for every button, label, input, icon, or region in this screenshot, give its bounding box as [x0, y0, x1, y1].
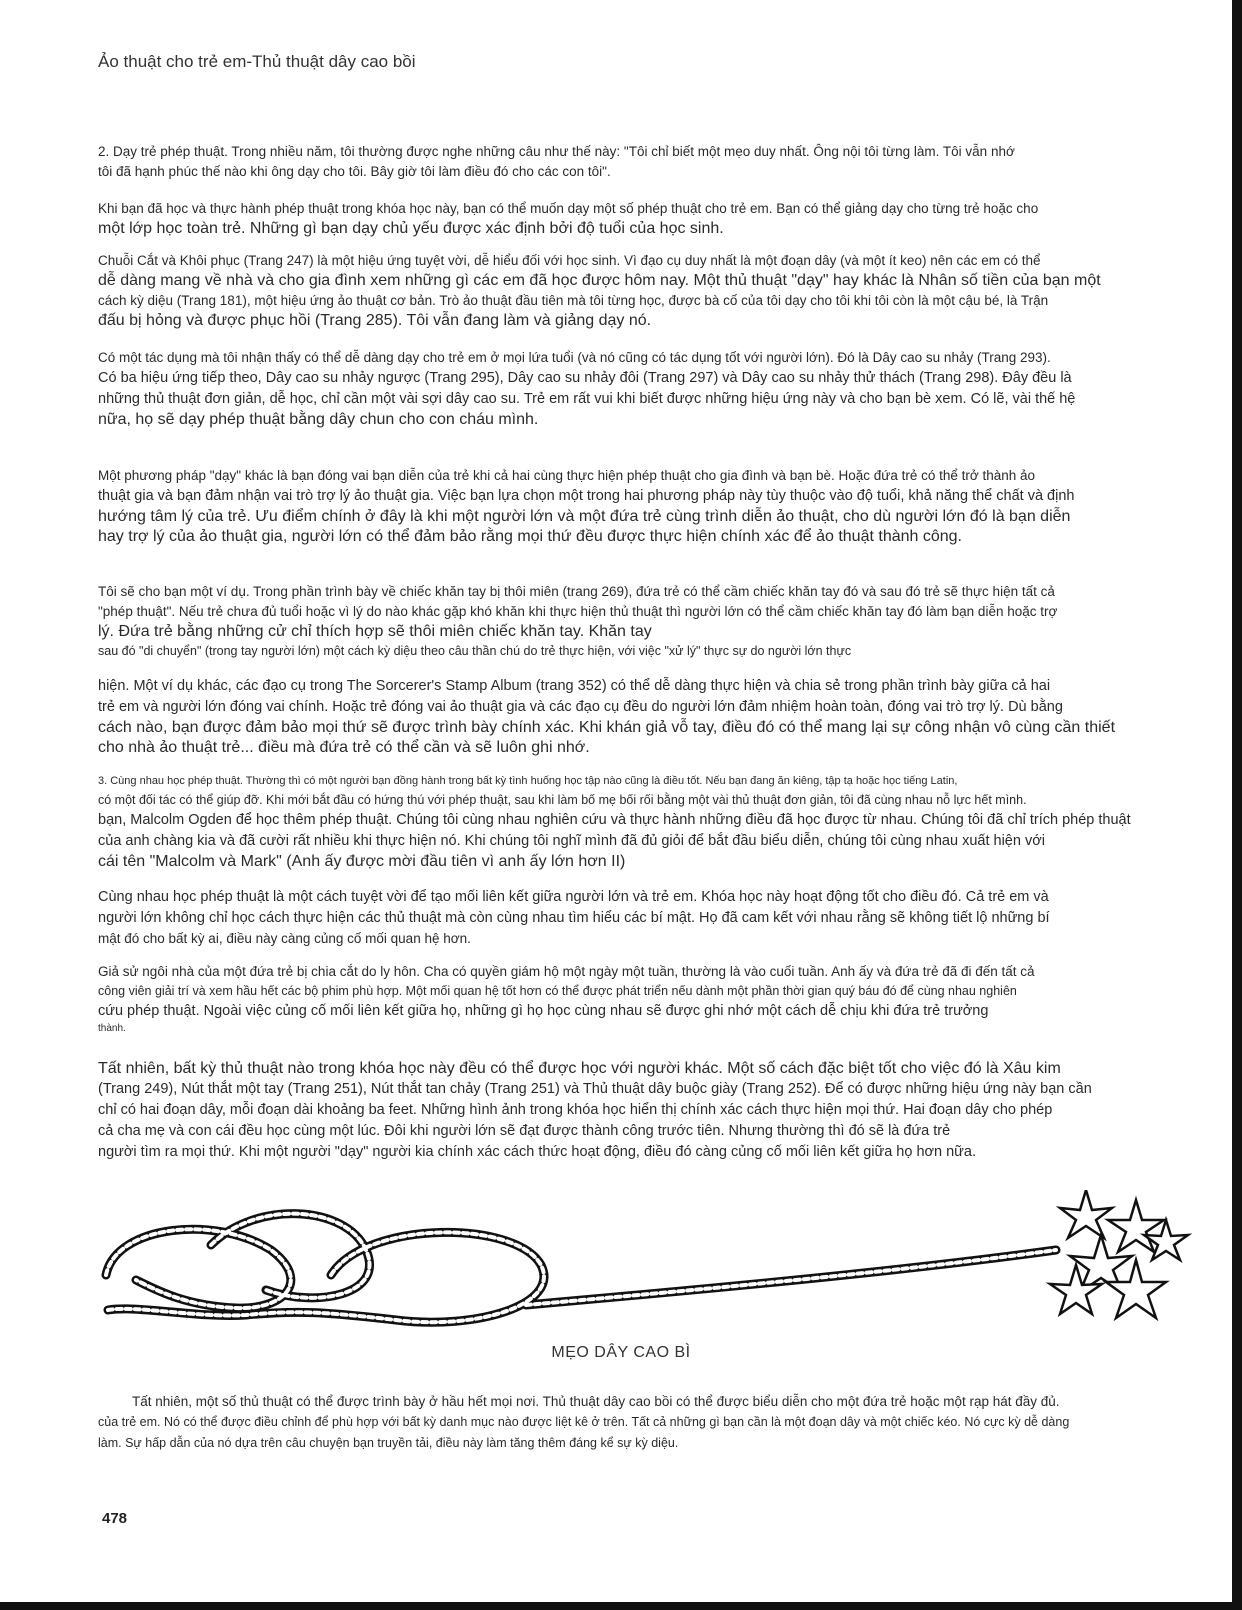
- text-line: lý. Đứa trẻ bằng những cử chỉ thích hợp sẽ thôi miên chiếc khăn tay. Khăn tay: [98, 623, 652, 640]
- text-line: cả cha mẹ và con cái đều học cùng một lúc. Đôi khi người lớn sẽ đạt được thành công trước tiên. Nhưng thường thì đó sẽ là đứa trẻ: [98, 1123, 951, 1139]
- rope-stars-drawing: [96, 1190, 1196, 1340]
- text-line: một lớp học toàn trẻ. Những gì bạn dạy chủ yếu được xác định bởi độ tuổi của học sinh.: [98, 220, 724, 237]
- text-line: (Trang 249), Nút thắt một tay (Trang 251), Nút thắt tan chảy (Trang 251) và Thủ thuật dây buộc giày (Trang 252). Để có được những hiệu ứng này bạn cần: [98, 1081, 1092, 1097]
- paragraph-bond: [98, 887, 1180, 949]
- rope-loop-right: [108, 1232, 544, 1322]
- paragraph-class-teaching: [98, 199, 1180, 239]
- paragraph-handkerchief-example: [98, 582, 1180, 661]
- text-line: Một phương pháp "dạy" khác là bạn đóng vai bạn diễn của trẻ khi cả hai cùng thực hiện phép thuật cho gia đình và bạn bè. Hoặc đứa trẻ có thể trở thành ảo: [98, 468, 1036, 483]
- text-line: Có một tác dụng mà tôi nhận thấy có thể dễ dàng dạy cho trẻ em ở mọi lứa tuổi (và nó cũng có tác dụng tốt với người lớn). Đó là Dây cao su nhảy (Trang 293).: [98, 350, 1051, 365]
- section-title: MẸO DÂY CAO BÌ: [551, 1344, 691, 1361]
- paragraph-stamp-album: [98, 676, 1180, 758]
- text-line: bạn, Malcolm Ogden để học thêm phép thuật. Chúng tôi cùng nhau nghiên cứu và thực hành những điều đã học được từ nhau. Chúng tôi đã chỉ trích phép thuật: [98, 812, 1131, 828]
- text-line: đấu bị hỏng và được phục hồi (Trang 285). Tôi vẫn đang làm và giảng dạy nó.: [98, 312, 652, 329]
- paragraph-divorce-example: [98, 962, 1180, 1036]
- text-line: làm. Sự hấp dẫn của nó dựa trên câu chuyện bạn truyền tải, điều này làm tăng thêm đáng kể sự kỳ diệu.: [98, 1436, 679, 1450]
- text-line: tôi đã hạnh phúc thế nào khi ông dạy cho tôi. Bây giờ tôi làm điều đó cho các con tôi".: [98, 164, 611, 179]
- rope-illustration: [96, 1190, 1196, 1340]
- text-line: "phép thuật". Nếu trẻ chưa đủ tuổi hoặc vì lý do nào khác gặp khó khăn khi thực hiện thủ thuật thì người lớn có thể cầm chiếc khăn tay đó làm bạn diễn hoặc trợ: [98, 604, 1058, 619]
- text-line: của trẻ em. Nó có thể được điều chỉnh để phù hợp với bất kỳ danh mục nào được liệt kê ở trên. Tất cả những gì bạn cần là một đoạn dây và một chiếc kéo. Nó cực kỳ dễ dàng: [98, 1415, 1070, 1429]
- text-line: sau đó "di chuyển" (trong tay người lớn) một cách kỳ diệu theo câu thần chú do trẻ thực hiện, với việc "xử lý" thực sự do người lớn thực: [98, 644, 852, 658]
- paragraph-rubber-band: [98, 348, 1180, 430]
- text-line: Tất nhiên, bất kỳ thủ thuật nào trong khóa học này đều có thể được học với người khác. Một số cách đặc biệt tốt cho việc đó là Xâu kim: [98, 1060, 1061, 1077]
- text-line: hay trợ lý của ảo thuật gia, người lớn có thể đảm bảo rằng mọi thứ đều được thực hiện chính xác để ảo thuật thành công.: [98, 528, 962, 545]
- text-line: thành.: [98, 1023, 126, 1034]
- text-line: chỉ có hai đoạn dây, mỗi đoạn dài khoảng ba feet. Những hình ảnh trong khóa học hiển thị chính xác cách thực hiện mọi thứ. Hai đoạn dây cho phép: [98, 1102, 1053, 1118]
- running-header: Ảo thuật cho trẻ em-Thủ thuật dây cao bồi: [98, 52, 416, 71]
- text-line: nữa, họ sẽ dạy phép thuật bằng dây chun cho con cháu mình.: [98, 411, 539, 428]
- text-line: những thủ thuật đơn giản, dễ học, chỉ cần một vài sợi dây cao su. Trẻ em rất vui khi biết được những hiệu ứng này và cho bạn bè xem. Có lẽ, vài thế hệ: [98, 391, 1076, 407]
- text-line: công viên giải trí và xem hầu hết các bộ phim phù hợp. Một mối quan hệ tốt hơn có thể được phát triển nếu dành một phần thời gian quý báu đó để cùng nhau nghiên: [98, 984, 1017, 998]
- text-line: 2. Dạy trẻ phép thuật. Trong nhiều năm, tôi thường được nghe những câu như thế này: "Tôi chỉ biết một mẹo duy nhất. Ông nội tôi từng làm. Tôi vẫn nhớ: [98, 144, 1015, 159]
- text-line: người tìm ra mọi thứ. Khi một người "dạy" người kia chính xác cách thức hoạt động, điều đó càng củng cố mối liên kết giữa họ hơn nữa.: [98, 1144, 976, 1160]
- text-line: cách kỳ diệu (Trang 181), một hiệu ứng ảo thuật cơ bản. Trò ảo thuật đầu tiên mà tôi từng học, được bà cố của tôi dạy cho tôi khi tôi còn là một cậu bé, là Trận: [98, 293, 1049, 308]
- text-line: Tất nhiên, một số thủ thuật có thể được trình bày ở hầu hết mọi nơi. Thủ thuật dây cao bồi có thể được biểu diễn cho một đứa trẻ hoặc một rạp hát đầy đủ.: [132, 1394, 1060, 1409]
- text-line: Có ba hiệu ứng tiếp theo, Dây cao su nhảy ngược (Trang 295), Dây cao su nhảy đôi (Trang 297) và Dây cao su nhảy thử thách (Trang 298). Đây đều là: [98, 370, 1072, 386]
- paragraph-learning-together: [98, 772, 1180, 872]
- text-line: Tôi sẽ cho bạn một ví dụ. Trong phần trình bày về chiếc khăn tay bị thôi miên (trang 269), đứa trẻ có thể cầm chiếc khăn tay đó và sau đó trẻ sẽ thực hiện tất cả: [98, 584, 1055, 599]
- paragraph-learn-with-others: [98, 1058, 1180, 1163]
- text-line: Chuỗi Cắt và Khôi phục (Trang 247) là một hiệu ứng tuyệt vời, dễ hiểu đối với học sinh. Vì đạo cụ duy nhất là một đoạn dây (và một ít keo) nên các em có thể: [98, 253, 1041, 268]
- text-line: Khi bạn đã học và thực hành phép thuật trong khóa học này, bạn có thể muốn dạy một số phép thuật cho trẻ em. Bạn có thể giảng dạy cho từng trẻ hoặc cho: [98, 201, 1039, 216]
- paragraph-partner-method: [98, 466, 1180, 547]
- text-line: cho nhà ảo thuật trẻ... điều mà đứa trẻ có thể cần và sẽ luôn ghi nhớ.: [98, 739, 590, 756]
- page-edge-right: [1232, 0, 1242, 1610]
- text-line: cái tên "Malcolm và Mark" (Anh ấy được mời đầu tiên vì anh ấy lớn hơn II): [98, 853, 626, 870]
- paragraph-teaching-intro: [98, 142, 1180, 182]
- text-line: hướng tâm lý của trẻ. Ưu điểm chính ở đây là khi một người lớn và một đứa trẻ cùng trình diễn ảo thuật, cho dù người lớn đó là bạn diễn: [98, 508, 1071, 525]
- paragraph-string-effects: [98, 251, 1180, 331]
- text-line: thuật gia và bạn đảm nhận vai trò trợ lý ảo thuật gia. Việc bạn lựa chọn một trong hai phương pháp này tùy thuộc vào độ tuổi, khả năng thể chất và định: [98, 488, 1075, 504]
- page-number: 478: [102, 1510, 128, 1527]
- text-line: mật đó cho bất kỳ ai, điều này càng củng cố mối quan hệ hơn.: [98, 931, 471, 946]
- text-line: của anh chàng kia và đã cười rất nhiều khi thực hiện nó. Khi chúng tôi nghĩ mình đã đủ giỏi để bắt đầu biểu diễn, chúng tôi cùng nhau xuất hiện với: [98, 833, 1045, 849]
- text-line: trẻ em và người lớn đóng vai chính. Hoặc trẻ đóng vai ảo thuật gia và các đạo cụ đều do người lớn đảm nhiệm hoàn toàn, đóng vai trò trợ lý. Dù bằng: [98, 699, 1063, 715]
- text-line: có một đối tác có thể giúp đỡ. Khi mới bắt đầu có hứng thú với phép thuật, sau khi làm bố mẹ bối rối bằng một vài thủ thuật đơn giản, tôi đã cùng nhau nỗ lực hết mình.: [98, 793, 1027, 807]
- text-line: Giả sử ngôi nhà của một đứa trẻ bị chia cắt do ly hôn. Cha có quyền giám hộ một ngày một tuần, thường là vào cuối tuần. Anh ấy và đứa trẻ đã đi đến tất cả: [98, 964, 1035, 979]
- star-icon: [1060, 1190, 1112, 1238]
- text-line: người lớn không chỉ học cách thực hiện các thủ thuật mà còn cùng nhau tìm hiểu các bí mật. Họ đã cam kết với nhau rằng sẽ không tiết lộ những bí: [98, 910, 1050, 926]
- text-line: 3. Cùng nhau học phép thuật. Thường thì có một người bạn đồng hành trong bất kỳ tình huống học tập nào cũng là điều tốt. Nếu bạn đang ăn kiêng, tập tạ hoặc học tiếng Latin,: [98, 775, 958, 787]
- text-line: cứu phép thuật. Ngoài việc củng cố mối liên kết giữa họ, những gì họ học cùng nhau sẽ được ghi nhớ một cách dễ chịu khi đứa trẻ trưởng: [98, 1003, 989, 1019]
- page-edge-bottom: [0, 1602, 1242, 1610]
- text-line: Cùng nhau học phép thuật là một cách tuyệt vời để tạo mối liên kết giữa người lớn và trẻ em. Khóa học này hoạt động tốt cho điều đó. Cả trẻ em và: [98, 889, 1049, 905]
- text-line: dễ dàng mang về nhà và cho gia đình xem những gì các em đã học được hôm nay. Một thủ thuật "dạy" hay khác là Nhân số tiền của bạn một: [98, 272, 1101, 289]
- paragraph-cowboy-rope: [98, 1392, 1180, 1454]
- text-line: cách nào, bạn được đảm bảo mọi thứ sẽ được trình bày chính xác. Khi khán giả vỗ tay, điều đó có thể mang lại sự công nhận vô cùng cần thiết: [98, 719, 1116, 736]
- text-line: hiện. Một ví dụ khác, các đạo cụ trong The Sorcerer's Stamp Album (trang 352) có thể dễ dàng thực hiện và chia sẻ trong phần trình bày giữa cả hai: [98, 678, 1051, 694]
